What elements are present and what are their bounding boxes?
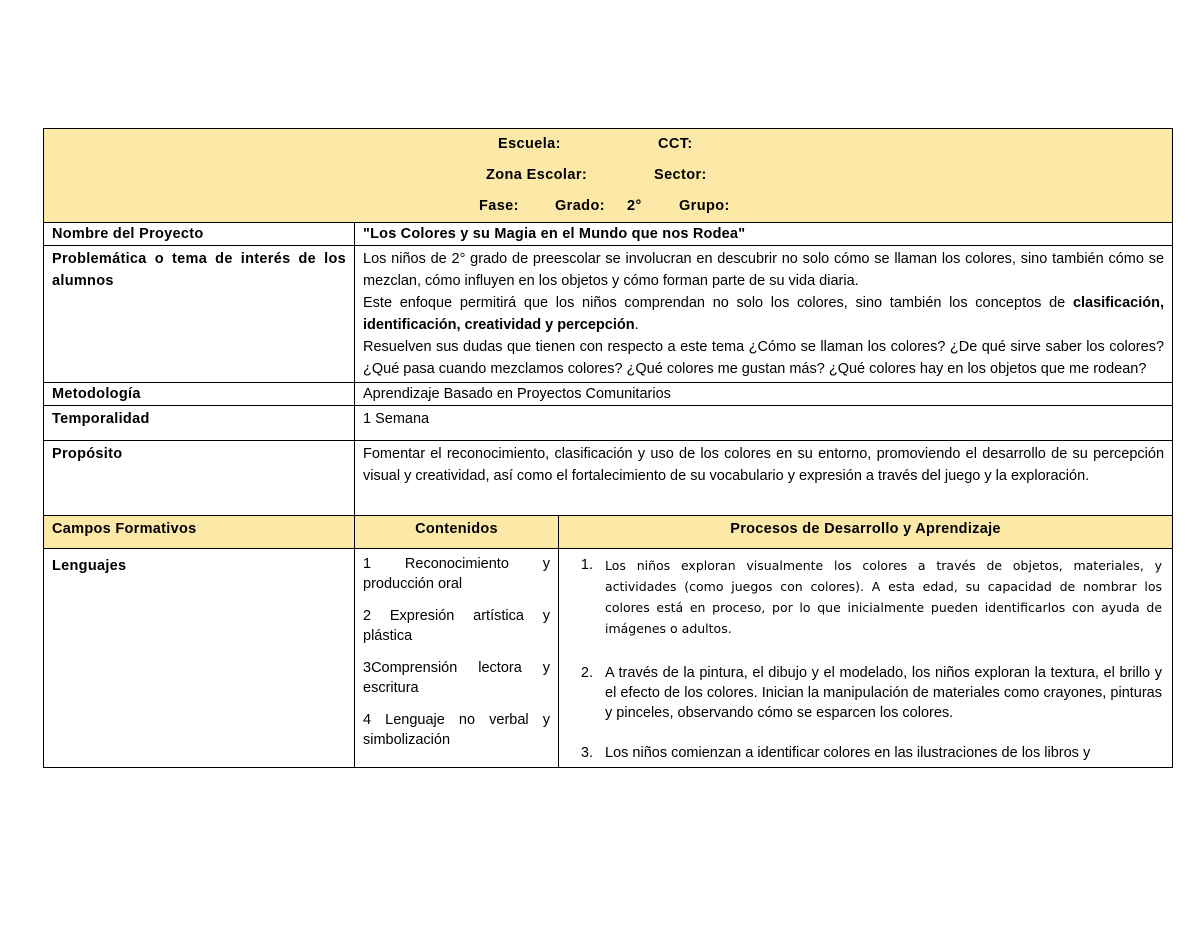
school-header xyxy=(44,129,1173,223)
grupo-label: Grupo: xyxy=(679,198,730,214)
col-campos-formativos: Campos Formativos xyxy=(44,516,355,549)
lenguajes-label: Lenguajes xyxy=(44,549,355,768)
contenido-item: 3Comprensión lectora y escritura xyxy=(363,660,550,696)
proceso-item xyxy=(567,663,1162,723)
metodologia-value: Aprendizaje Basado en Proyectos Comunitarios xyxy=(355,383,1173,406)
problematica-p2 xyxy=(363,292,1164,336)
proceso-text: A través de la pintura, el dibujo y el modelado, los niños exploran la textura, el brillo y el efecto de los colores. Inician la manipulación de materiales como crayones, pinturas y pinceles, observando cómo se esparcen los colores. xyxy=(605,665,1163,721)
proceso-item xyxy=(567,743,1162,761)
problematica-p2-start: Este enfoque permitirá que los niños comprendan no solo los colores, sino también los conceptos de xyxy=(363,295,1066,311)
proceso-item xyxy=(567,555,1162,639)
metodologia-label: Metodología xyxy=(44,383,355,406)
grado-label: Grado: xyxy=(555,198,605,214)
problematica-label: Problemática o tema de interés de los alumnos xyxy=(44,246,355,383)
contenido-item: 1 Reconocimiento y producción oral xyxy=(363,556,550,592)
problematica-value xyxy=(355,246,1173,383)
col-contenidos: Contenidos xyxy=(355,516,559,549)
lenguajes-contenidos xyxy=(355,549,559,768)
cct-label: CCT: xyxy=(658,136,693,152)
proyecto-label: Nombre del Proyecto xyxy=(44,223,355,246)
sector-label: Sector: xyxy=(654,167,707,183)
temporalidad-label: Temporalidad xyxy=(44,406,355,441)
proposito-value: Fomentar el reconocimiento, clasificación y uso de los colores en su entorno, promoviendo el desarrollo de su percepción visual y creatividad, así como el fortalecimiento de su vocabulario y expresión a través del juego y la exploración. xyxy=(355,441,1173,516)
zona-label: Zona Escolar: xyxy=(486,167,588,183)
proceso-text: Los niños comienzan a identificar colores en las ilustraciones de los libros y xyxy=(605,745,1091,761)
col-procesos: Procesos de Desarrollo y Aprendizaje xyxy=(559,516,1173,549)
contenido-item: 2 Expresión artística y plástica xyxy=(363,608,550,644)
grado-value: 2° xyxy=(627,198,642,214)
proceso-number: 2. xyxy=(580,665,593,681)
header-line-zona xyxy=(44,160,1172,191)
problematica-p2-end: . xyxy=(634,317,639,333)
temporalidad-value: 1 Semana xyxy=(355,406,1173,441)
planning-table xyxy=(43,128,1173,768)
escuela-label: Escuela: xyxy=(498,136,561,152)
header-line-fase xyxy=(44,191,1172,222)
proceso-number: 3. xyxy=(580,745,593,761)
header-line-escuela xyxy=(44,129,1172,160)
contenido-item: 4 Lenguaje no verbal y simbolización xyxy=(363,712,550,748)
problematica-p2-bold: clasificación, identificación, creatividad y percepción xyxy=(363,295,1165,333)
fase-label: Fase: xyxy=(479,198,519,214)
problematica-p1: Los niños de 2° grado de preescolar se involucran en descubrir no solo cómo se llaman los colores, sino también cómo se mezclan, cómo influyen en los objetos y cómo forman parte de su vida diaria. xyxy=(363,251,1165,289)
proceso-text: Los niños exploran visualmente los colores a través de objetos, materiales, y actividades (como juegos con colores). A esta edad, su capacidad de nombrar los colores está en proceso, por lo que inicialmente pueden identificarlos con ayuda de imágenes o adultos. xyxy=(605,558,1163,636)
procesos-list xyxy=(567,555,1162,761)
proceso-number: 1. xyxy=(580,557,593,573)
proposito-label: Propósito xyxy=(44,441,355,516)
lenguajes-procesos xyxy=(559,549,1173,768)
proyecto-value: "Los Colores y su Magia en el Mundo que nos Rodea" xyxy=(355,223,1173,246)
problematica-p3: Resuelven sus dudas que tienen con respecto a este tema ¿Cómo se llaman los colores? ¿De qué sirve saber los colores? ¿Qué pasa cuando mezclamos colores? ¿Qué colores me gustan más? ¿Qué colores hay en los objetos que me rodean? xyxy=(363,339,1165,377)
